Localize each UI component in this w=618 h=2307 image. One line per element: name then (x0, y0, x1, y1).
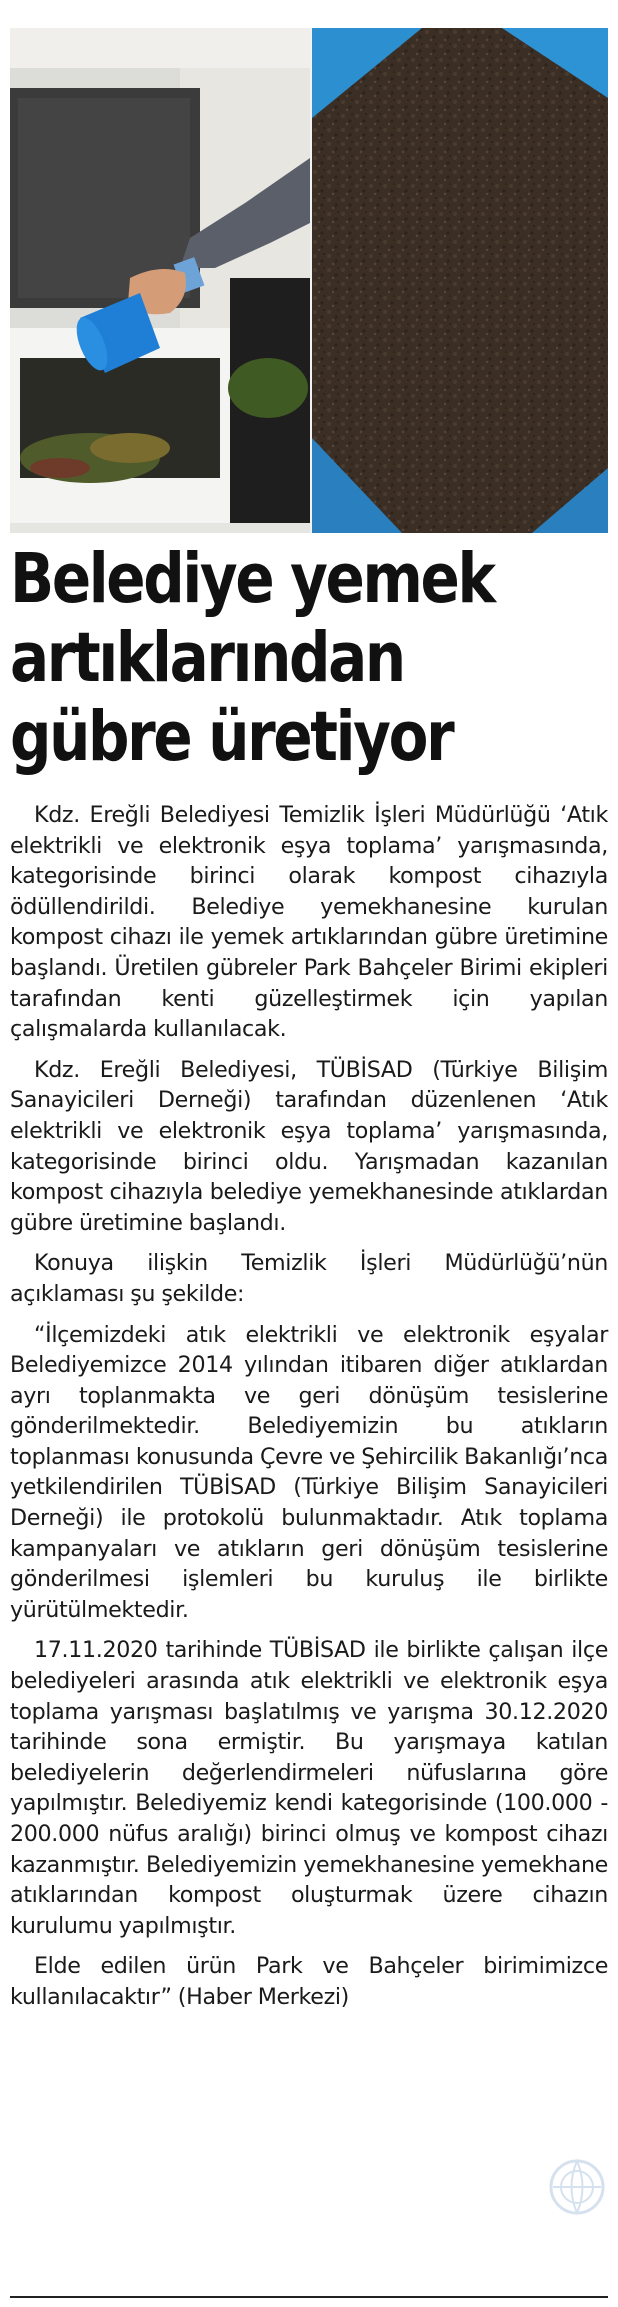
hand-composting-illustration (10, 28, 310, 533)
headline-line-2: artıklarından (10, 618, 404, 698)
article-paragraph-1: Kdz. Ereğli Belediyesi Temizlik İşleri Müdürlüğü ‘Atık elektrikli ve elektronik eşya toplama’ yarışmasında, kategorisinde birinci olarak kompost cihazıyla ödüllendirildi. Belediye yemekhanesine kurulan kompost cihazı ile yemek artıklarından gübre üretimine başlandı. Üretilen gübreler Park Bahçeler Birimi ekipleri tarafından kenti güzelleştirmek için yapılan çalışmalarda kullanılacak. (10, 802, 608, 1043)
bottom-rule (10, 2296, 608, 2298)
article-paragraph-6: Elde edilen ürün Park ve Bahçeler birimimizce kullanılacaktır” (Haber Merkezi) (10, 1953, 608, 2010)
watermark-logo-icon (548, 2158, 606, 2216)
headline-line-3: gübre üretiyor (10, 697, 453, 777)
article-body (10, 800, 608, 2023)
article-paragraph-5: 17.11.2020 tarihinde TÜBİSAD ile birlikte çalışan ilçe belediyeleri arasında atık elektrikli ve elektronik eşya toplama yarışması başlatılmış ve yarışma 30.12.2020 tarihinde sona ermiştir. Bu yarışmaya katılan belediyelerin değerlendirmeleri nüfuslarına göre yapılmıştır. Belediyemiz kendi kategorisinde (100.000 - 200.000 nüfus aralığı) birinci olmuş ve kompost cihazı kazanmıştır. Belediyemizin yemekhanesine yemekhane atıklarından kompost oluşturmak üzere cihazın kurulumu yapılmıştır. (10, 1637, 608, 1939)
article-paragraph-4: “İlçemizdeki atık elektrikli ve elektronik eşyalar Belediyemizce 2014 yılından itibaren diğer atıklardan ayrı toplanmakta ve geri dönüşüm tesislerine gönderilmektedir. Belediyemizin bu atıkların toplanması konusunda Çevre ve Şehircilik Bakanlığı’nca yetkilendirilen TÜBİSAD (Türkiye Bilişim Sanayicileri Derneği) ile protokolü bulunmaktadır. Atık toplama kampanyaları ve atıkların geri dönüşüm tesislerine gönderilmesi işlemleri bu kuruluş ile birlikte yürütülmektedir. (10, 1321, 608, 1623)
headline (10, 540, 512, 777)
article-paragraph-2: Kdz. Ereğli Belediyesi, TÜBİSAD (Türkiye Bilişim Sanayicileri Derneği) tarafından düzenlenen ‘Atık elektrikli ve elektronik eşya toplama’ yarışmasında, kategorisinde birinci oldu. Yarışmadan kazanılan kompost cihazıyla belediye yemekhanesinde atıklardan gübre üretimine başlandı. (10, 1056, 608, 1236)
hand-composting-photo (10, 28, 310, 533)
headline-line-1: Belediye yemek (10, 539, 494, 619)
compost-soil-illustration (312, 28, 608, 533)
photo-strip (10, 28, 608, 533)
compost-soil-photo (312, 28, 608, 533)
article-paragraph-3: Konuya ilişkin Temizlik İşleri Müdürlüğü’nün açıklaması şu şekilde: (10, 1250, 608, 1307)
